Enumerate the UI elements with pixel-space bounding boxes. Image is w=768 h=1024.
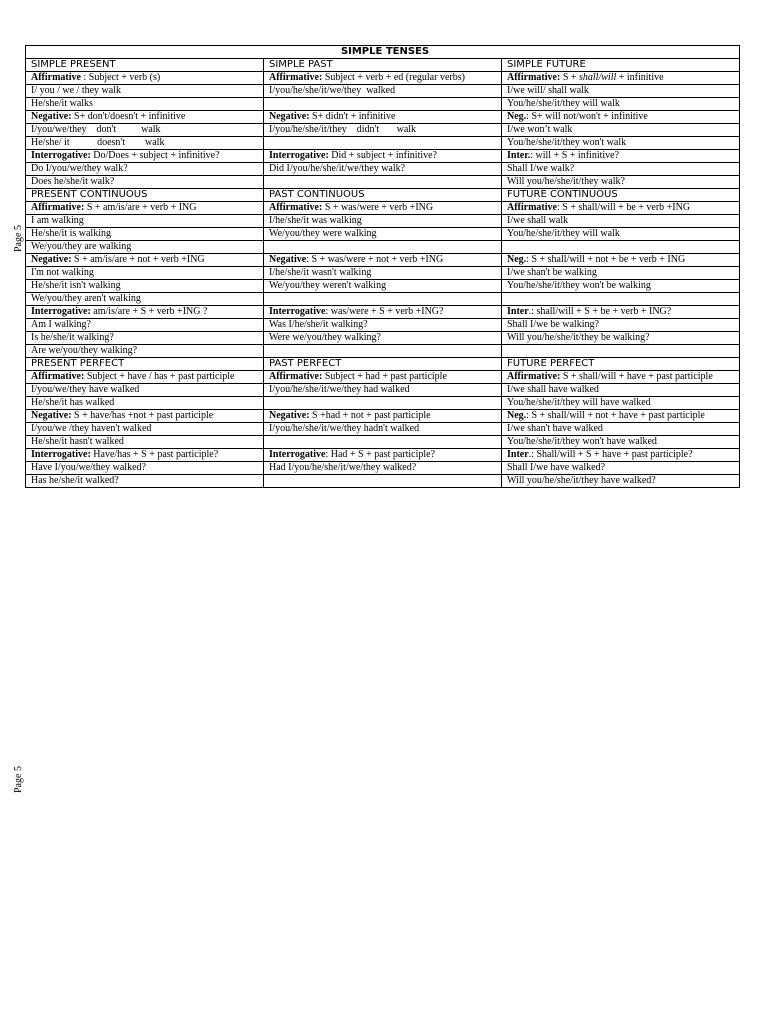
form-label: Inter [507,306,529,317]
form-label: Affirmative: [31,202,85,213]
table-row [26,254,740,267]
cell-text: Will you/he/she/it/they be walking? [507,332,650,343]
table-row [26,150,740,163]
tense-heading: SIMPLE PAST [264,59,502,72]
form-label: Affirmative: [269,72,323,83]
form-label: Affirmative: [31,371,85,382]
table-cell-col-3 [502,436,740,449]
table-row [26,306,740,319]
form-label: Affirmative [507,202,557,213]
form-label: Negative: [269,111,310,122]
table-cell-col-3 [502,176,740,189]
table-cell-col-2 [264,228,502,241]
cell-text: I'm not walking [31,267,94,278]
table-cell-col-2 [264,319,502,332]
section-header-row [26,358,740,371]
cell-text: Did + subject + infinitive? [328,150,437,161]
table-cell-col-1 [26,410,264,423]
form-label: Affirmative [31,72,81,83]
table-row [26,293,740,306]
cell-text: .: shall/will + S + be + verb + ING? [528,306,672,317]
cell-text: Shall I/we be walking? [507,319,599,330]
cell-text: I/he/she/it wasn't walking [269,267,372,278]
page-number-label: Page 5 [13,225,24,253]
cell-text: S+ don't/doesn't + infinitive [71,111,186,122]
cell-text: I/we shan't be walking [507,267,597,278]
table-cell-col-2 [264,306,502,319]
table-row [26,410,740,423]
cell-text: I/we shall walk [507,215,569,226]
cell-text: Am I walking? [31,319,91,330]
table-cell-col-3 [502,397,740,410]
table-cell-col-1 [26,475,264,488]
cell-text: S+ didn't + infinitive [309,111,396,122]
table-cell-col-3 [502,137,740,150]
table-cell-col-3 [502,215,740,228]
form-label: Affirmative: [269,202,323,213]
cell-text: : S + shall/will + be + verb +ING [556,202,691,213]
cell-text: S + was/were + verb +ING [322,202,434,213]
cell-text: He/she/ it doesn't walk [31,137,165,148]
cell-text: I/we shall have walked [507,384,599,395]
cell-text: I/you/he/she/it/we/they walked [269,85,396,96]
cell-text: I/we won’t walk [507,124,573,135]
table-cell-col-2 [264,345,502,358]
cell-text: He/she/it isn't walking [31,280,121,291]
table-row [26,345,740,358]
form-label: Negative: [269,410,310,421]
table-cell-col-3 [502,475,740,488]
table-cell-col-3 [502,241,740,254]
table-cell-col-1 [26,332,264,345]
cell-text: You/he/she/it/they will walk [507,98,620,109]
table-cell-col-1 [26,72,264,85]
table-cell-col-3 [502,111,740,124]
table-cell-col-3 [502,72,740,85]
table-cell-col-1 [26,124,264,137]
table-cell-col-2 [264,176,502,189]
table-row [26,462,740,475]
table-cell-col-3 [502,306,740,319]
form-label: Neg. [507,111,527,122]
cell-text: I am walking [31,215,84,226]
cell-text: S +had + not + past participle [309,410,431,421]
table-cell-col-1 [26,371,264,384]
table-cell-col-3 [502,319,740,332]
cell-text: You/he/she/it/they won't be walking [507,280,651,291]
table-row [26,397,740,410]
table-cell-col-1 [26,423,264,436]
cell-text: .: Shall/will + S + have + past participle? [528,449,693,460]
table-cell-col-2 [264,150,502,163]
table-cell-col-2 [264,280,502,293]
cell-text: Will you/he/she/it/they have walked? [507,475,656,486]
cell-text: He/she/it has walked [31,397,115,408]
cell-text: We/you/they are walking [31,241,132,252]
table-row [26,449,740,462]
cell-text: Shall I/we have walked? [507,462,606,473]
cell-text: Do I/you/we/they walk? [31,163,128,174]
table-cell-col-3 [502,462,740,475]
cell-text: You/he/she/it/they will walk [507,228,620,239]
form-label: Affirmative: [507,371,561,382]
cell-text: He/she/it is walking [31,228,111,239]
cell-text: Has he/she/it walked? [31,475,119,486]
table-cell-col-3 [502,332,740,345]
cell-text: I/you/we/they have walked [31,384,140,395]
table-cell-col-2 [264,241,502,254]
cell-text: I/we will/ shall walk [507,85,589,96]
table-row [26,137,740,150]
table-cell-col-2 [264,267,502,280]
cell-text: Were we/you/they walking? [269,332,381,343]
table-row [26,215,740,228]
cell-text: I/you/he/she/it/we/they hadn't walked [269,423,420,434]
form-label: Interrogative: [269,150,329,161]
table-row [26,267,740,280]
table-cell-col-2 [264,163,502,176]
cell-text: : S + shall/will + not + be + verb + ING [526,254,686,265]
table-cell-col-2 [264,397,502,410]
table-cell-col-1 [26,228,264,241]
tense-heading: PRESENT PERFECT [26,358,264,371]
cell-text: I/you/we/they don't walk [31,124,161,135]
table-cell-col-2 [264,293,502,306]
table-cell-col-1 [26,202,264,215]
table-cell-col-1 [26,254,264,267]
table-cell-col-3 [502,345,740,358]
cell-text: am/is/are + S + verb +ING ? [90,306,208,317]
table-cell-col-1 [26,150,264,163]
table-row [26,176,740,189]
cell-text: I/he/she/it was walking [269,215,362,226]
tense-heading: FUTURE PERFECT [502,358,740,371]
table-cell-col-3 [502,124,740,137]
table-row [26,111,740,124]
table-cell-col-1 [26,397,264,410]
form-label: Affirmative: [269,371,323,382]
cell-text: S + shall/will + have + past participle [560,371,713,382]
cell-text: I/you/he/she/it/they didn't walk [269,124,417,135]
cell-italic-text: shall/will [579,72,617,83]
table-cell-col-3 [502,254,740,267]
form-label: Neg. [507,254,527,265]
cell-text: Are we/you/they walking? [31,345,138,356]
cell-text: Shall I/we walk? [507,163,575,174]
cell-text: Will you/he/she/it/they walk? [507,176,625,187]
table-cell-col-3 [502,228,740,241]
table-row [26,72,740,85]
cell-text: You/he/she/it/they won't walk [507,137,627,148]
table-row [26,228,740,241]
table-cell-col-2 [264,111,502,124]
cell-text: I/you/we /they haven't walked [31,423,152,434]
form-label: Negative: [31,111,72,122]
table-cell-col-3 [502,423,740,436]
table-cell-col-2 [264,475,502,488]
form-label: Negative [269,254,307,265]
table-cell-col-1 [26,462,264,475]
table-cell-col-3 [502,267,740,280]
table-cell-col-2 [264,137,502,150]
cell-text: S + am/is/are + verb + ING [84,202,197,213]
cell-text: We/you/they were walking [269,228,377,239]
form-label: Inter [507,449,529,460]
table-cell-col-2 [264,371,502,384]
table-cell-col-2 [264,449,502,462]
form-label: Interrogative: [31,449,91,460]
table-cell-col-3 [502,293,740,306]
cell-text: Does he/she/it walk? [31,176,115,187]
tense-heading: SIMPLE FUTURE [502,59,740,72]
table-cell-col-1 [26,384,264,397]
cell-text: Have I/you/we/they walked? [31,462,146,473]
cell-text: Subject + have / has + past participle [84,371,235,382]
table-cell-col-1 [26,215,264,228]
table-cell-col-1 [26,85,264,98]
table-cell-col-2 [264,124,502,137]
table-cell-col-1 [26,293,264,306]
table-cell-col-1 [26,137,264,150]
form-label: Negative: [31,410,72,421]
cell-text: S + am/is/are + not + verb +ING [71,254,205,265]
table-cell-col-1 [26,280,264,293]
table-cell-col-3 [502,98,740,111]
cell-text: : Subject + verb (s) [80,72,161,83]
table-cell-col-1 [26,176,264,189]
cell-text: : will + S + infinitive? [530,150,620,161]
tense-heading: PAST PERFECT [264,358,502,371]
cell-text: You/he/she/it/they won't have walked [507,436,657,447]
table-cell-col-3 [502,280,740,293]
table-cell-col-3 [502,202,740,215]
table-cell-col-2 [264,410,502,423]
cell-text: Is he/she/it walking? [31,332,114,343]
table-cell-col-1 [26,319,264,332]
table-body [26,46,740,488]
form-label: Negative: [31,254,72,265]
table-row [26,241,740,254]
table-cell-col-3 [502,449,740,462]
cell-text: I/we shan't have walked [507,423,603,434]
form-label: Affirmative: [507,72,561,83]
cell-text: + infinitive [616,72,664,83]
table-row [26,423,740,436]
cell-text: We/you/they weren't walking [269,280,387,291]
table-cell-col-3 [502,163,740,176]
page-number-label: Page 5 [13,766,24,794]
form-label: Interrogative [269,306,326,317]
table-cell-col-3 [502,384,740,397]
cell-text: Subject + had + past participle [322,371,447,382]
table-cell-col-1 [26,449,264,462]
cell-text: S + [560,72,580,83]
table-cell-col-1 [26,345,264,358]
table-cell-col-2 [264,215,502,228]
table-cell-col-1 [26,436,264,449]
cell-text: Did I/you/he/she/it/we/they walk? [269,163,406,174]
cell-text: He/she/it walks [31,98,93,109]
table-row [26,280,740,293]
simple-tenses-table [25,45,740,488]
cell-text: Was I/he/she/it walking? [269,319,368,330]
cell-text: : was/were + S + verb +ING? [325,306,444,317]
table-cell-col-3 [502,410,740,423]
tense-heading: PAST CONTINUOUS [264,189,502,202]
table-row [26,202,740,215]
table-title-row [26,46,740,59]
table-cell-col-2 [264,332,502,345]
table-cell-col-2 [264,254,502,267]
table-row [26,384,740,397]
tense-heading: FUTURE CONTINUOUS [502,189,740,202]
table-row [26,332,740,345]
table-cell-col-2 [264,202,502,215]
cell-text: S + have/has +not + past participle [71,410,214,421]
cell-text: Have/has + S + past participle? [90,449,219,460]
table-cell-col-2 [264,98,502,111]
table-cell-col-2 [264,72,502,85]
tense-heading: PRESENT CONTINUOUS [26,189,264,202]
form-label: Interrogative: [31,150,91,161]
table-row [26,163,740,176]
table-row [26,85,740,98]
table-cell-col-2 [264,423,502,436]
table-title: SIMPLE TENSES [26,46,740,59]
form-label: Interrogative [269,449,326,460]
table-cell-col-3 [502,150,740,163]
tense-heading: SIMPLE PRESENT [26,59,264,72]
table-cell-col-2 [264,436,502,449]
section-header-row [26,59,740,72]
table-cell-col-1 [26,98,264,111]
cell-text: I/you/he/she/it/we/they had walked [269,384,410,395]
cell-text: We/you/they aren't walking [31,293,141,304]
cell-text: : S + shall/will + not + have + past participle [526,410,705,421]
cell-text: Subject + verb + ed (regular verbs) [322,72,465,83]
table-cell-col-2 [264,85,502,98]
table-cell-col-1 [26,241,264,254]
table-cell-col-1 [26,111,264,124]
form-label: Neg. [507,410,527,421]
cell-text: : S+ will not/won't + infinitive [526,111,648,122]
table-cell-col-3 [502,371,740,384]
table-cell-col-1 [26,163,264,176]
cell-text: : S + was/were + not + verb +ING [306,254,444,265]
table-cell-col-3 [502,85,740,98]
table-row [26,124,740,137]
cell-text: Do/Does + subject + infinitive? [90,150,220,161]
cell-text: You/he/she/it/they will have walked [507,397,651,408]
table-row [26,98,740,111]
cell-text: Had I/you/he/she/it/we/they walked? [269,462,417,473]
form-label: Interrogative: [31,306,91,317]
table-row [26,319,740,332]
form-label: Inter. [507,150,531,161]
table-row [26,436,740,449]
cell-text: I/ you / we / they walk [31,85,121,96]
table-cell-col-2 [264,384,502,397]
table-cell-col-1 [26,306,264,319]
section-header-row [26,189,740,202]
table-cell-col-1 [26,267,264,280]
table-row [26,475,740,488]
table-row [26,371,740,384]
table-cell-col-2 [264,462,502,475]
cell-text: : Had + S + past participle? [325,449,436,460]
cell-text: He/she/it hasn't walked [31,436,124,447]
